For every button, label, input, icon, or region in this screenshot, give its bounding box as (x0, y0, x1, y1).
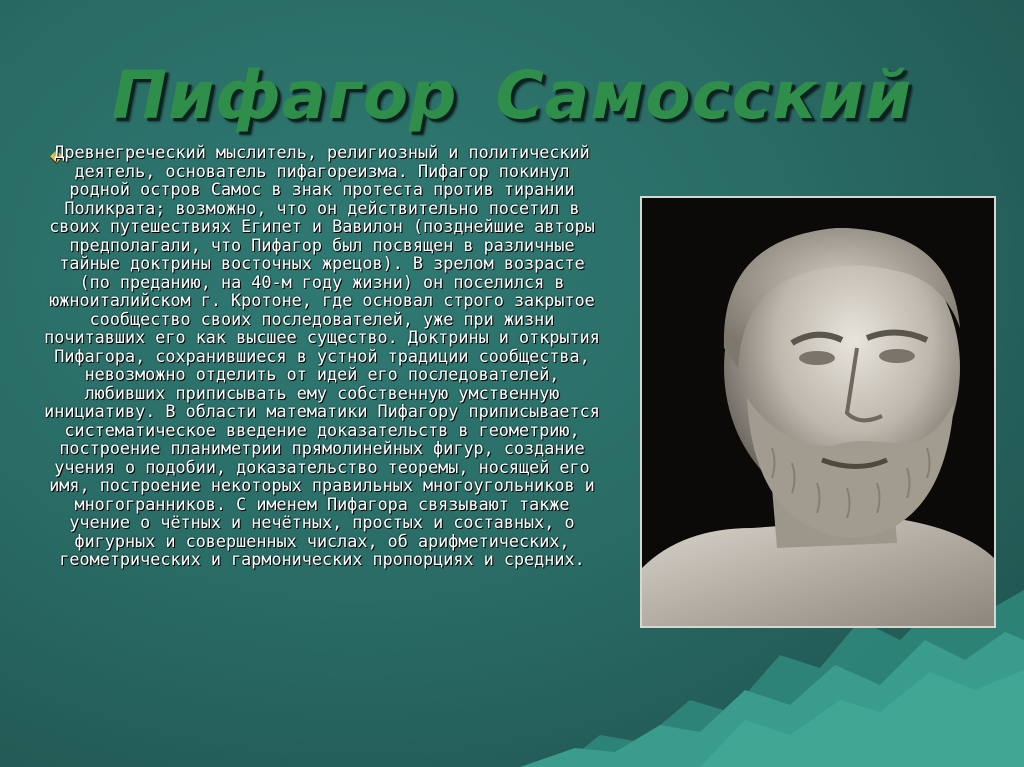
slide-title: Пифагор Самосский (111, 57, 913, 134)
slide-body-text: Древнегреческий мыслитель, религиозный и политический деятель, основатель пифагореизма. Пифагор покинул родной остров Самос в знак протеста против тирании Поликрата; возможно, что он действительно посетил в своих путешествиях Египет и Вавилон (позднейшие авторы предполагали, что Пифагор был посвящен в различные тайные доктрины восточных жрецов). В зрелом возрасте (по преданию, на 40-м году жизни) он поселился в южноиталийском г. Кротоне, где основал строго закрытое сообщество своих последователей, уже при жизни почитавших его как высшее существо. Доктрины и открытия Пифагора, сохранившиеся в устной традиции сообщества, невозможно отделить от идей его последователей, любивших приписывать ему собственную умственную инициативу. В области математики Пифагору приписывается систематическое введение доказательств в геометрию, построение планиметрии прямолинейных фигур, создание учения о подобии, доказательство теоремы, носящей его имя, построение некоторых правильных многоугольников и многогранников. С именем Пифагора связывают также учение о чётных и нечётных, простых и составных, о фигурных и совершенных числах, об арифметических, геометрических и гармонических пропорциях и средних. (44, 142, 600, 569)
portrait-image (640, 196, 996, 628)
bust-illustration (642, 198, 994, 626)
